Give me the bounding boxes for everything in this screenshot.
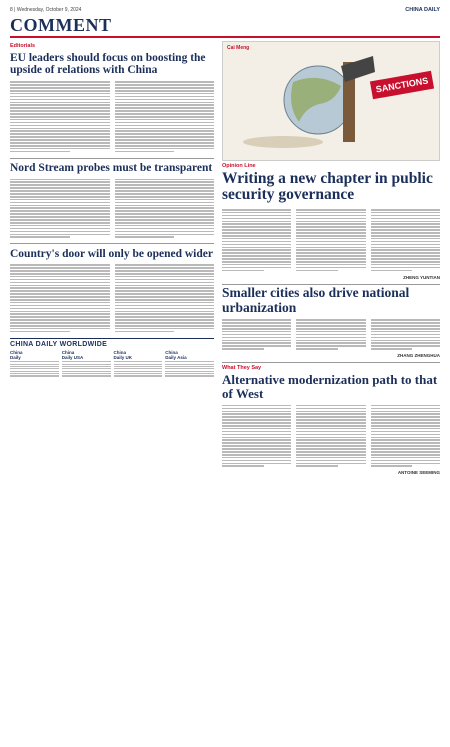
divider [222,284,440,285]
footer-col-title: China Daily UK [113,349,133,360]
red-rule [10,36,440,38]
byline: ZHENG YUNTIAN [403,274,440,280]
what-they-say-title: Alternative modernization path to that of West [222,371,438,401]
divider [10,243,214,244]
what-they-say-body [222,405,440,469]
sub-article-title: Smaller cities also drive national urbanization [222,285,410,315]
byline: ZHANG ZHENGHUA [397,353,440,359]
editorial-cartoon [222,41,440,161]
cartoon-credit: Cai Meng [227,44,250,51]
brand-name: CHINA DAILY [405,7,440,13]
footer-column [114,350,163,378]
opinion-title: Writing a new chapter in public security governance [222,169,433,204]
footer-heading: CHINA DAILY WORLDWIDE [10,340,108,348]
footer-col-title: China Daily [10,349,23,360]
footer-column [62,350,111,378]
footer [10,338,214,378]
editorials-label: Editorials [10,42,36,49]
byline: ANTOINE SEEMING [397,470,440,476]
editorial-3-body [10,264,214,333]
top-bar [10,6,440,14]
sanctions-sign: SANCTIONS [370,70,434,98]
footer-grid [10,350,214,378]
content-columns [10,41,440,476]
sub-article-body [222,319,440,351]
what-they-say-label: What They Say [222,364,262,371]
left-column [10,41,214,476]
divider [10,158,214,159]
opinion-body [222,209,440,273]
opinion-label: Opinion Line [222,162,256,169]
divider [222,362,440,363]
footer-column [165,350,214,378]
footer-col-title: China Daily Asia [165,349,187,360]
right-column [222,41,440,476]
editorial-3-title: Country's door will only be opened wider [10,247,213,260]
issue-date: Wednesday, October 9, 2024 [16,7,82,13]
footer-col-title: China Daily USA [61,349,84,360]
editorial-1-title: EU leaders should focus on boosting the upside of relations with China [10,51,206,76]
editorial-2-body [10,179,214,240]
page-info: 8 | Wednesday, October 9, 2024 [10,7,82,13]
footer-column [10,350,59,378]
editorial-2-title: Nord Stream probes must be transparent [10,162,213,175]
section-title: COMMENT [10,15,112,35]
masthead [10,15,440,35]
cartoon-illustration [223,42,440,161]
editorial-1-body [10,81,214,153]
page-number: 8 [10,7,13,13]
